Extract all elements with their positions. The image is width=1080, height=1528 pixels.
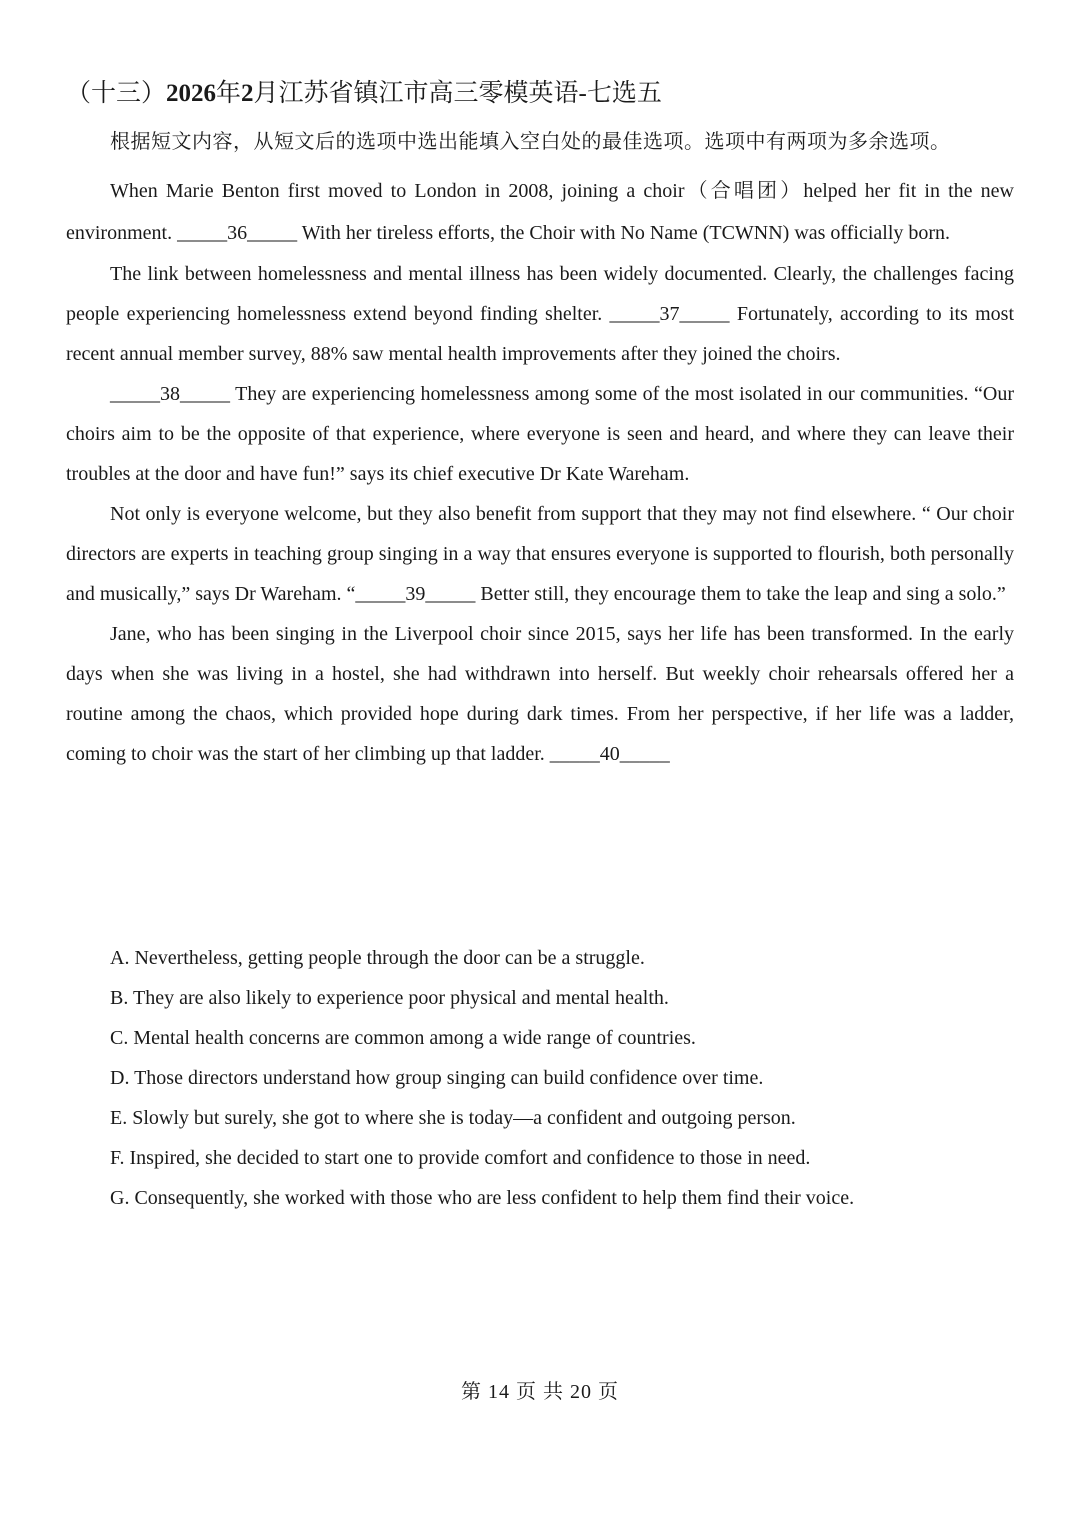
- blank-37: _____37_____: [609, 303, 730, 325]
- paragraph-text: With her tireless efforts, the Choir with No Name (TCWNN) was officially born.: [297, 222, 951, 244]
- paragraph-text: Jane, who has been singing in the Liverpool choir since 2015, says her life has been transformed. In the early days when she was living in a hostel, she had withdrawn into herself. But weekly choir rehearsals offered her a routine among the chaos, which provided hope during dark times. From her perspective, if her life was a ladder, coming to choir was the start of her climbing up that ladder.: [66, 623, 1014, 765]
- footer-label: 第: [461, 1381, 482, 1403]
- passage-paragraph-1: [66, 170, 1014, 254]
- reading-passage: [66, 170, 1014, 774]
- option-c: C. Mental health concerns are common among a wide range of countries.: [110, 1027, 696, 1049]
- paragraph-text: They are experiencing homelessness among some of the most isolated in our communities. “Our choirs aim to be the opposite of that experience, where everyone is seen and heard, and where they can leave their troubles at the door and have fun!” says its chief executive Dr Kate Wareham.: [66, 383, 1014, 485]
- option-f: F. Inspired, she decided to start one to provide comfort and confidence to those in need.: [110, 1147, 811, 1169]
- current-page-number: 14: [488, 1381, 510, 1403]
- option-e: E. Slowly but surely, she got to where she is today—a confident and outgoing person.: [110, 1107, 796, 1129]
- blank-36: _____36_____: [177, 222, 298, 244]
- option-a: A. Nevertheless, getting people through the door can be a struggle.: [110, 947, 645, 969]
- answer-options: [110, 938, 854, 1218]
- footer-label: 页: [598, 1381, 619, 1403]
- section-heading: [66, 76, 662, 112]
- heading-year: 2026: [166, 80, 217, 107]
- heading-month: 2: [241, 80, 254, 107]
- total-pages-number: 20: [570, 1381, 592, 1403]
- option-b: B. They are also likely to experience poor physical and mental health.: [110, 987, 669, 1009]
- option-g: G. Consequently, she worked with those who are less confident to help them find their voice.: [110, 1187, 855, 1209]
- blank-38: _____38_____: [110, 383, 230, 405]
- passage-paragraph-2: [66, 254, 1014, 374]
- heading-title: 月江苏省镇江市高三零模英语-七选五: [253, 80, 662, 107]
- heading-prefix: （十三）: [66, 80, 167, 107]
- paragraph-text: When Marie Benton first moved to London in 2008, joining a choir（合唱团）helped her fit in the new environment.: [66, 180, 1014, 244]
- passage-paragraph-5: [66, 614, 1014, 774]
- paragraph-text: Fortunately, according to its most recent annual member survey, 88% saw mental health improvements after they joined the choirs.: [66, 303, 1015, 365]
- footer-label: 页 共: [516, 1381, 564, 1403]
- paragraph-text: Not only is everyone welcome, but they also benefit from support that they may not find elsewhere. “ Our choir directors are experts in teaching group singing in a way that ensures everyone is supported to flourish, both personally and musically,” says Dr Wareham. “: [66, 503, 1014, 605]
- blank-40: _____40_____: [549, 743, 670, 765]
- passage-paragraph-3: [66, 374, 1014, 494]
- option-d: D. Those directors understand how group singing can build confidence over time.: [110, 1067, 764, 1089]
- page-footer: [0, 1374, 1080, 1410]
- passage-paragraph-4: [66, 494, 1014, 614]
- blank-39: _____39_____: [355, 583, 476, 605]
- paragraph-text: The link between homelessness and mental illness has been widely documented. Clearly, the challenges facing people experiencing homelessness extend beyond finding shelter.: [66, 263, 1014, 325]
- instruction-text: 根据短文内容，从短文后的选项中选出能填入空白处的最佳选项。选项中有两项为多余选项。: [110, 131, 951, 153]
- heading-year-unit: 年: [216, 80, 242, 107]
- paragraph-text: Better still, they encourage them to take the leap and sing a solo.”: [475, 583, 1006, 605]
